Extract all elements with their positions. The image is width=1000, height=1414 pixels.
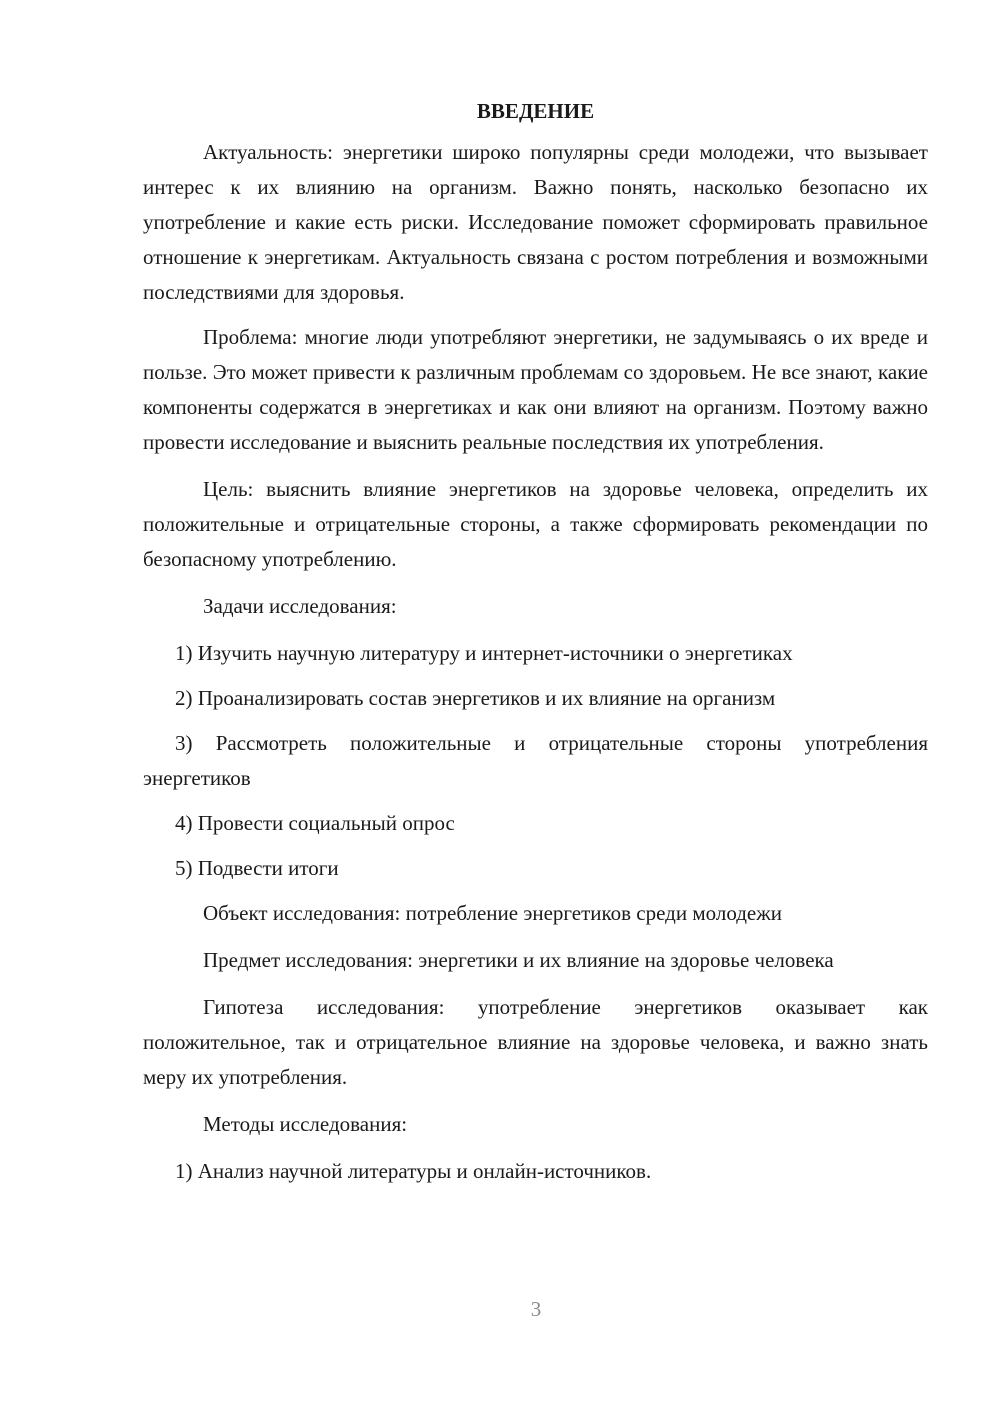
task-item-2: 2) Проанализировать состав энергетиков и их влияние на организм bbox=[175, 686, 776, 710]
tasks-heading: Задачи исследования: bbox=[203, 594, 397, 618]
methods-heading: Методы исследования: bbox=[203, 1112, 408, 1136]
task-item-5: 5) Подвести итоги bbox=[175, 856, 339, 880]
problem-paragraph: Проблема: многие люди употребляют энергетики, не задумываясь о их вреде и пользе. Это может привести к различным проблемам со здоровьем. Не все знают, какие компоненты содержатся в энергетиках и как они влияют на организм. Поэтому важно провести исследование и выяснить реальные последствия их употребления. bbox=[143, 325, 928, 454]
hypothesis-paragraph: Гипотеза исследования: употребление энергетиков оказывает как положительное, так и отрицательное влияние на здоровье человека, и важно знать меру их употребления. bbox=[143, 995, 928, 1089]
section-title: ВВЕДЕНИЕ bbox=[476, 99, 595, 123]
subject-paragraph: Предмет исследования: энергетики и их влияние на здоровье человека bbox=[203, 948, 834, 972]
object-paragraph: Объект исследования: потребление энергетиков среди молодежи bbox=[203, 901, 782, 925]
relevance-paragraph: Актуальность: энергетики широко популярны среди молодежи, что вызывает интерес к их влиянию на организм. Важно понять, насколько безопасно их употребление и какие есть риски. Исследование поможет сформировать правильное отношение к энергетикам. Актуальность связана с ростом потребления и возможными последствиями для здоровья. bbox=[143, 140, 928, 304]
task-item-3: 3) Рассмотреть положительные и отрицательные стороны употребления энергетиков bbox=[143, 731, 928, 790]
method-item-1: 1) Анализ научной литературы и онлайн-источников. bbox=[175, 1159, 652, 1183]
task-item-4: 4) Провести социальный опрос bbox=[175, 811, 455, 835]
task-item-1: 1) Изучить научную литературу и интернет-источники о энергетиках bbox=[175, 641, 793, 665]
goal-paragraph: Цель: выяснить влияние энергетиков на здоровье человека, определить их положительные и отрицательные стороны, а также сформировать рекомендации по безопасному употреблению. bbox=[143, 477, 928, 571]
document-page bbox=[143, 94, 928, 1199]
page-number: 3 bbox=[530, 1297, 542, 1321]
